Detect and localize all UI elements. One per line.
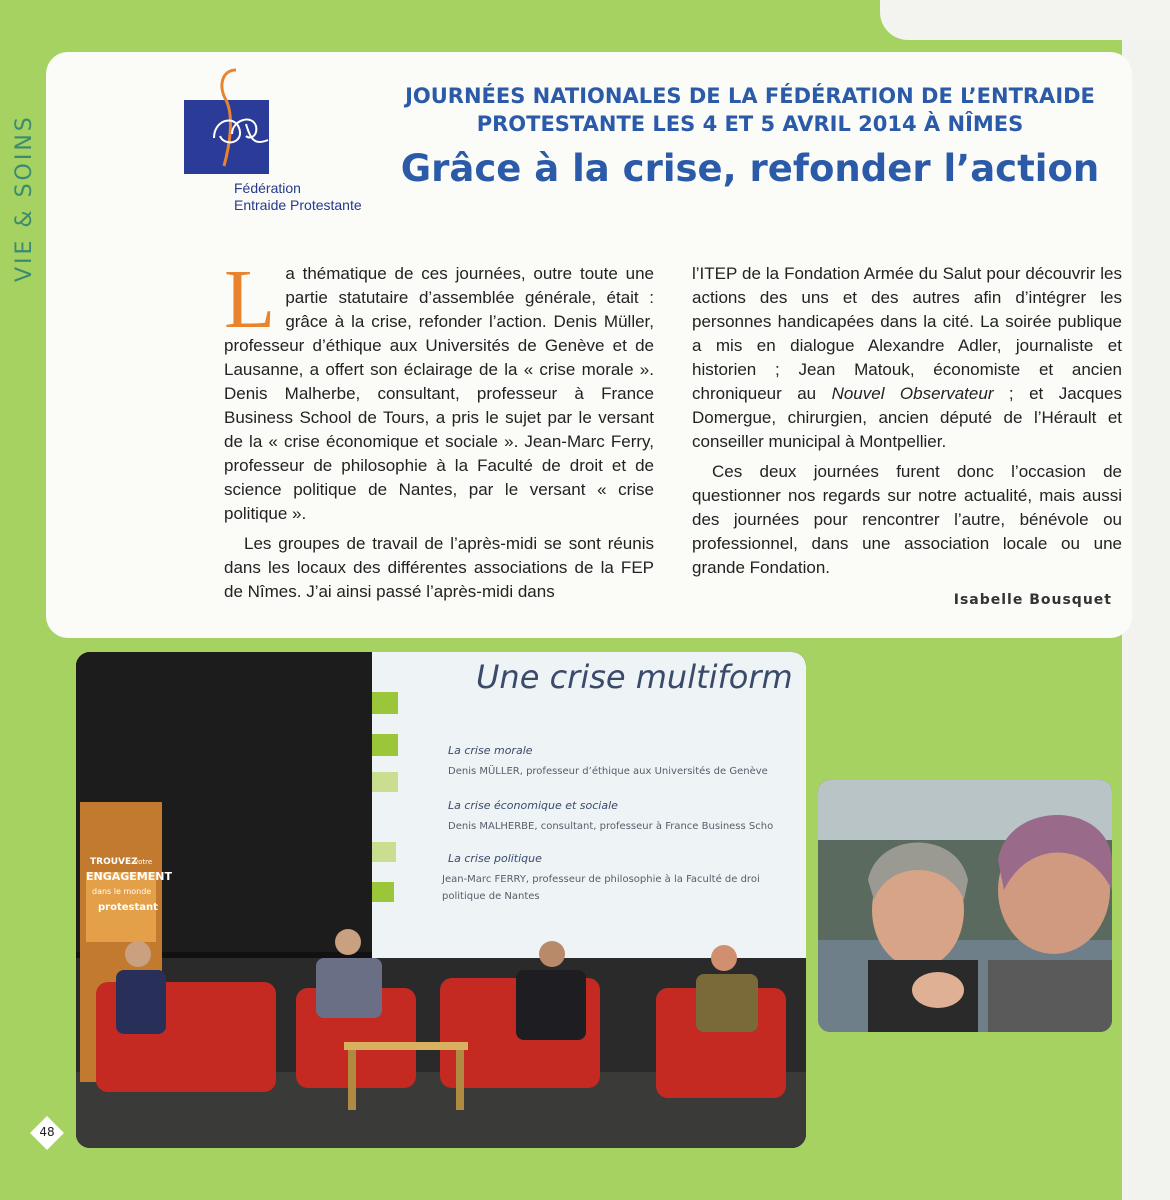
publication-name: Nouvel Observateur [831, 384, 994, 403]
headline-line-1: JOURNÉES NATIONALES DE LA FÉDÉRATION DE L’ENTRAIDE [405, 84, 1095, 108]
fep-logo [184, 66, 384, 216]
article-title: Grâce à la crise, refonder l’action [400, 147, 1100, 190]
slide-item-3-text-2: politique de Nantes [442, 891, 540, 902]
banner-line-1: TROUVEZ [90, 857, 138, 867]
slide-item-2-text: Denis MALHERBE, consultant, professeur à France Business Scho [448, 821, 774, 832]
banner-line-2: ENGAGEMENT [86, 870, 172, 883]
banner-line-3: dans le monde [92, 887, 152, 896]
headline-line-2: PROTESTANTE LES 4 ET 5 AVRIL 2014 À NÎMES [476, 112, 1024, 136]
speaker-2 [335, 929, 361, 955]
speaker-3 [539, 941, 565, 967]
logo-line-1: Fédération [234, 180, 301, 196]
banner-line-4: protestant [98, 902, 158, 913]
article-column-left [224, 253, 654, 604]
paragraph-3-text-b: ; et Jacques Domergue, chirurgien, ancien député de l’Hérault et conseiller municipal à Montpellier. [692, 384, 1123, 451]
headline [390, 82, 1110, 138]
workshop-photo [818, 780, 1112, 1032]
slide-item-3-title: La crise politique [448, 852, 542, 865]
dropcap: L [224, 253, 276, 346]
conference-photo [76, 652, 806, 1148]
article-column-right [692, 262, 1122, 580]
page-number-badge [30, 1116, 64, 1150]
page-number: 48 [39, 1125, 55, 1139]
speaker-1 [125, 941, 151, 967]
hand [912, 972, 964, 1008]
paragraph-3 [692, 262, 1122, 454]
section-tab [8, 60, 38, 290]
paragraph-2: Les groupes de travail de l’après-midi se sont réunis dans les locaux des différentes associations de la FEP de Nîmes. J’ai ainsi passé l’après-midi dans [224, 534, 654, 601]
logo-monogram-icon [184, 66, 294, 186]
coffee-table [344, 1042, 468, 1050]
paragraph-3-text-a: l’ITEP de la Fondation Armée du Salut pour découvrir les actions des uns et des autres afin d’intégrer les personnes handicapées dans la cité. La soirée publique a mis en dialogue Alexandre Adler, journaliste et historien ; Jean Matouk, économiste et ancien chroniqueur au [692, 264, 1122, 403]
paragraph-4: Ces deux journées furent donc l’occasion de questionner nos regards sur notre actualité, mais aussi des journées pour rencontrer l’autre, bénévole ou professionnel, dans une association locale ou une grande Fondation. [692, 462, 1122, 577]
paragraph-1 [224, 253, 654, 526]
paragraph-1-text: a thématique de ces journées, outre toute une partie statutaire d’assemblée générale, était : grâce à la crise, refonder l’action. Denis Müller, professeur d’éthique aux Universités de Genève et de Lausanne, a offert son éclairage de la « crise morale ». Denis Malherbe, consultant, professeur à France Business School de Tours, a pris le sujet par le versant de la « crise économique et sociale ». Jean-Marc Ferry, professeur de philosophie à la Faculté de droit et de science politique de Nantes, par le versant « crise politique ». [224, 264, 654, 523]
slide-title: Une crise multiform [476, 658, 793, 696]
banner-line-1b: votre [134, 858, 153, 866]
speaker-4 [711, 945, 737, 971]
section-tab-label: VIE & SOINS [12, 114, 37, 282]
top-page-edge [880, 0, 1170, 40]
slide-item-2-title: La crise économique et sociale [448, 799, 618, 812]
slide-item-3-text-1: Jean-Marc FERRY, professeur de philosophie à la Faculté de droi [442, 874, 760, 885]
author-byline: Isabelle Bousquet [953, 592, 1112, 608]
slide-item-1-title: La crise morale [448, 744, 533, 757]
logo-line-2: Entraide Protestante [234, 197, 362, 213]
slide-item-1-text: Denis MÜLLER, professeur d’éthique aux Universités de Genève [448, 766, 768, 777]
